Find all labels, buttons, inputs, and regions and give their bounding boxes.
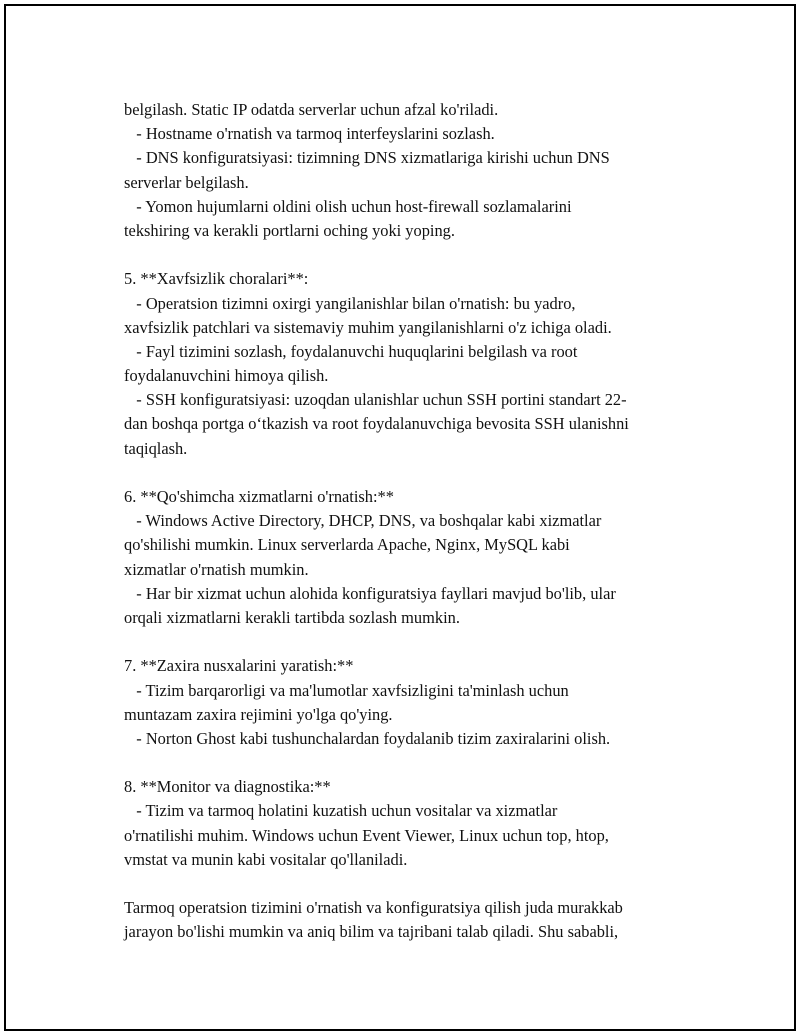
- text-line: xavfsizlik patchlari va sistemaviy muhim yangilanishlarni o'z ichiga oladi.: [124, 317, 612, 337]
- text-line: - Tizim barqarorligi va ma'lumotlar xavfsizligini ta'minlash uchun: [124, 680, 569, 700]
- text-line: - Tizim va tarmoq holatini kuzatish uchun vositalar va xizmatlar: [124, 801, 558, 821]
- text-line: jarayon bo'lishi mumkin va aniq bilim va tajribani talab qiladi. Shu sababli,: [124, 922, 619, 942]
- paragraph-gap: [124, 751, 704, 775]
- text-line: - Har bir xizmat uchun alohida konfiguratsiya fayllari mavjud bo'lib, ular: [124, 583, 616, 603]
- text-line: 5. **Xavfsizlik choralari**:: [124, 269, 309, 289]
- text-line: qo'shilishi mumkin. Linux serverlarda Apache, Nginx, MySQL kabi: [124, 535, 570, 555]
- text-line: serverlar belgilash.: [124, 172, 249, 192]
- document-text: [124, 98, 704, 945]
- text-line: 7. **Zaxira nusxalarini yaratish:**: [124, 656, 354, 676]
- text-line: vmstat va munin kabi vositalar qo'llaniladi.: [124, 849, 408, 869]
- text-line: foydalanuvchini himoya qilish.: [124, 366, 329, 386]
- text-line: muntazam zaxira rejimini yo'lga qo'ying.: [124, 704, 393, 724]
- text-line: - DNS konfiguratsiyasi: tizimning DNS xizmatlariga kirishi uchun DNS: [124, 148, 610, 168]
- text-line: - Yomon hujumlarni oldini olish uchun host-firewall sozlamalarini: [124, 196, 572, 216]
- paragraph-gap: [124, 872, 704, 896]
- text-line: - Operatsion tizimni oxirgi yangilanishlar bilan o'rnatish: bu yadro,: [124, 293, 576, 313]
- text-line: 8. **Monitor va diagnostika:**: [124, 777, 331, 797]
- text-line: - SSH konfiguratsiyasi: uzoqdan ulanishlar uchun SSH portini standart 22-: [124, 390, 627, 410]
- paragraph-gap: [124, 243, 704, 267]
- text-line: - Windows Active Directory, DHCP, DNS, va boshqalar kabi xizmatlar: [124, 511, 602, 531]
- text-line: orqali xizmatlarni kerakli tartibda sozlash mumkin.: [124, 607, 460, 627]
- text-line: tekshiring va kerakli portlarni oching yoki yoping.: [124, 220, 455, 240]
- text-line: - Fayl tizimini sozlash, foydalanuvchi huquqlarini belgilash va root: [124, 341, 578, 361]
- text-line: belgilash. Static IP odatda serverlar uchun afzal ko'riladi.: [124, 100, 499, 119]
- text-line: - Norton Ghost kabi tushunchalardan foydalanib tizim zaxiralarini olish.: [124, 728, 611, 748]
- text-line: 6. **Qo'shimcha xizmatlarni o'rnatish:**: [124, 487, 394, 506]
- text-line: Tarmoq operatsion tizimini o'rnatish va konfiguratsiya qilish juda murakkab: [124, 898, 623, 918]
- text-line: taqiqlash.: [124, 438, 188, 458]
- text-line: dan boshqa portga oʻtkazish va root foydalanuvchiga bevosita SSH ulanishni: [124, 414, 629, 434]
- text-line: o'rnatilishi muhim. Windows uchun Event Viewer, Linux uchun top, htop,: [124, 825, 609, 845]
- text-line: - Hostname o'rnatish va tarmoq interfeyslarini sozlash.: [124, 124, 495, 144]
- page-frame: [4, 4, 796, 1031]
- text-line: xizmatlar o'rnatish mumkin.: [124, 559, 309, 579]
- paragraph-gap: [124, 461, 704, 485]
- paragraph-gap: [124, 630, 704, 654]
